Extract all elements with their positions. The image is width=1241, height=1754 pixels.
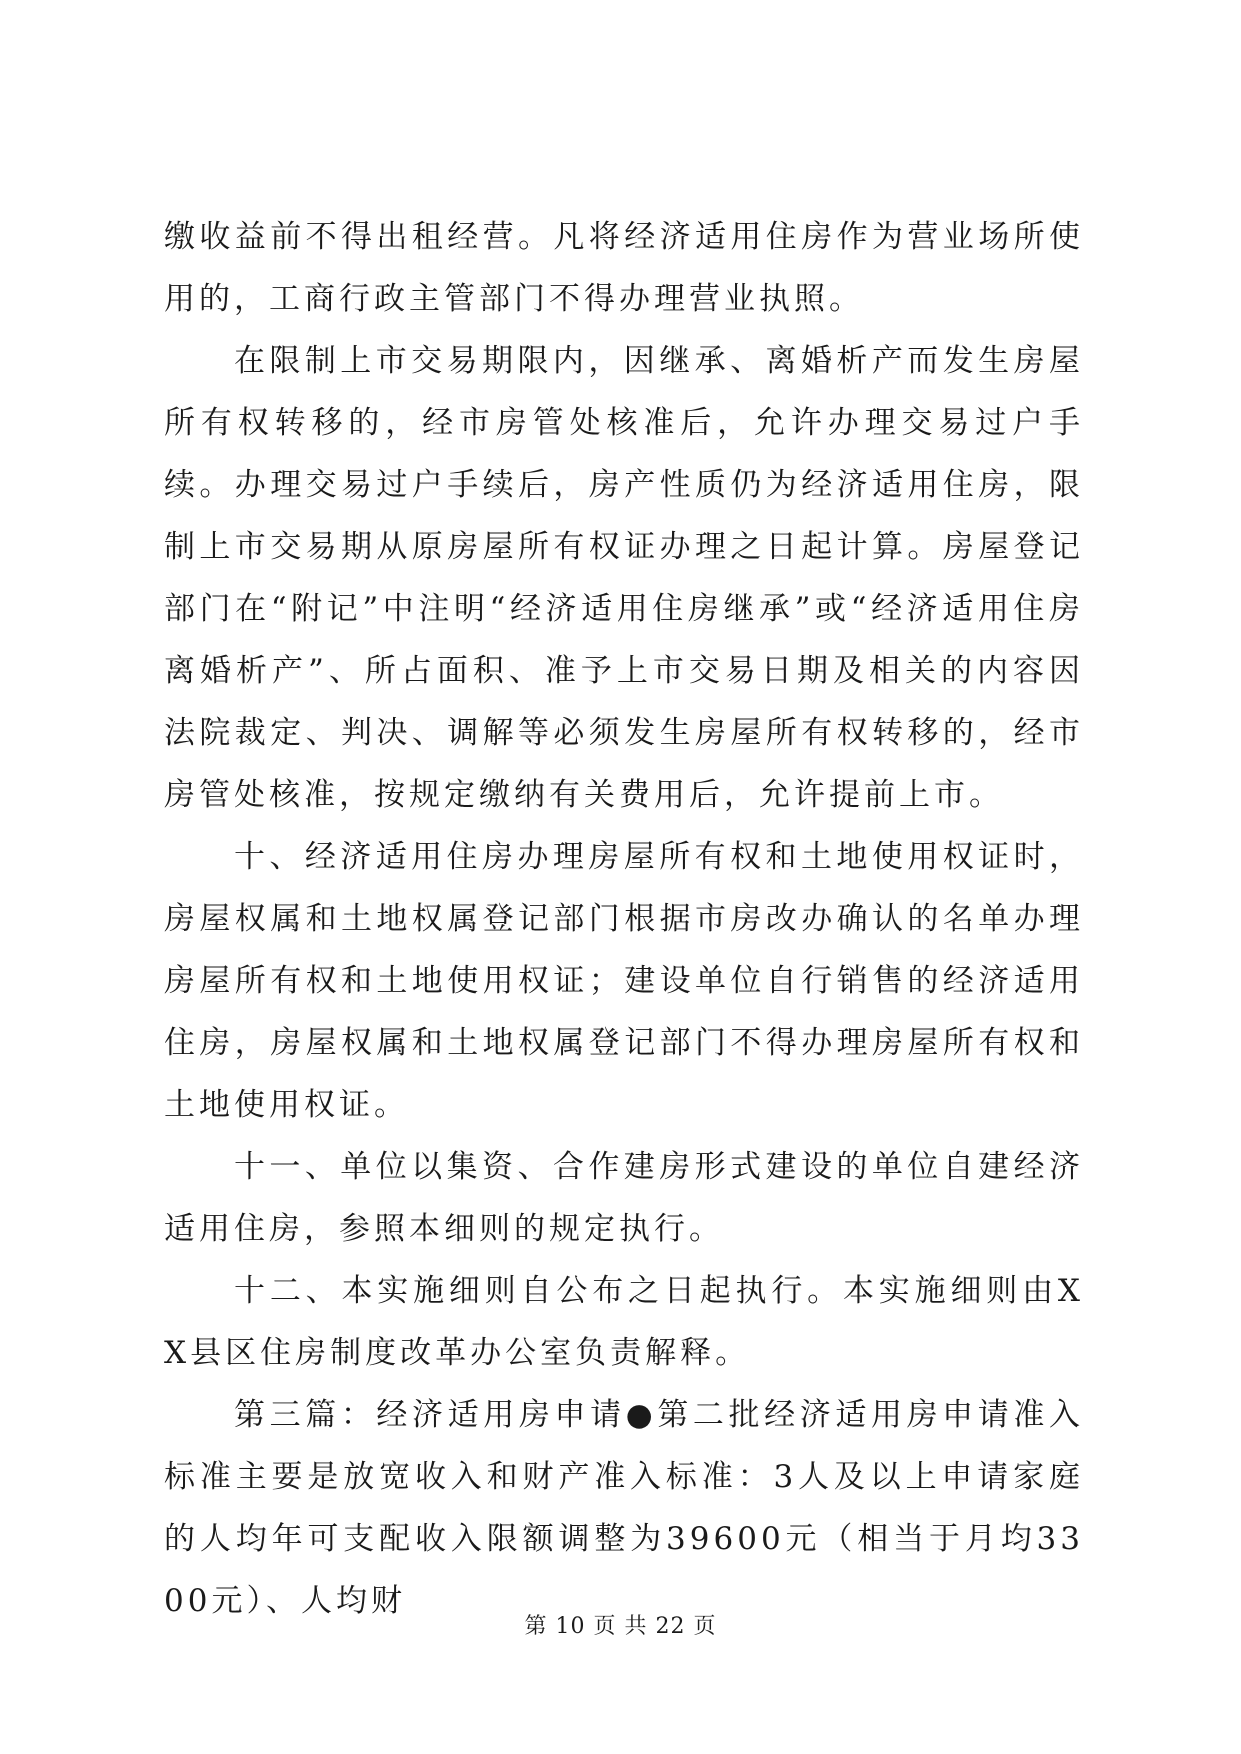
page-footer [0, 1612, 1241, 1642]
document-body [164, 206, 1084, 1632]
paragraph-6: 第三篇：经济适用房申请●第二批经济适用房申请准入标准主要是放宽收入和财产准入标准：3人及以上申请家庭的人均年可支配收入限额调整为39600元（相当于月均3300元）、人均财 [164, 1397, 1084, 1619]
paragraph-2: 在限制上市交易期限内，因继承、离婚析产而发生房屋所有权转移的，经市房管处核准后，允许办理交易过户手续。办理交易过户手续后，房产性质仍为经济适用住房，限制上市交易期从原房屋所有权证办理之日起计算。房屋登记部门在“附记”中注明“经济适用住房继承”或“经济适用住房离婚析产”、所占面积、准予上市交易日期及相关的内容因法院裁定、判决、调解等必须发生房屋所有权转移的，经市房管处核准，按规定缴纳有关费用后，允许提前上市。 [164, 343, 1084, 813]
page-number-label: 第 10 页 共 22 页 [524, 1614, 717, 1639]
paragraph-5: 十二、本实施细则自公布之日起执行。本实施细则由XX县区住房制度改革办公室负责解释。 [164, 1273, 1084, 1371]
paragraph-3: 十、经济适用住房办理房屋所有权和土地使用权证时，房屋权属和土地权属登记部门根据市房改办确认的名单办理房屋所有权和土地使用权证；建设单位自行销售的经济适用住房，房屋权属和土地权属登记部门不得办理房屋所有权和土地使用权证。 [164, 839, 1084, 1123]
paragraph-4: 十一、单位以集资、合作建房形式建设的单位自建经济适用住房，参照本细则的规定执行。 [164, 1149, 1084, 1247]
paragraph-1: 缴收益前不得出租经营。凡将经济适用住房作为营业场所使用的，工商行政主管部门不得办理营业执照。 [164, 219, 1084, 317]
